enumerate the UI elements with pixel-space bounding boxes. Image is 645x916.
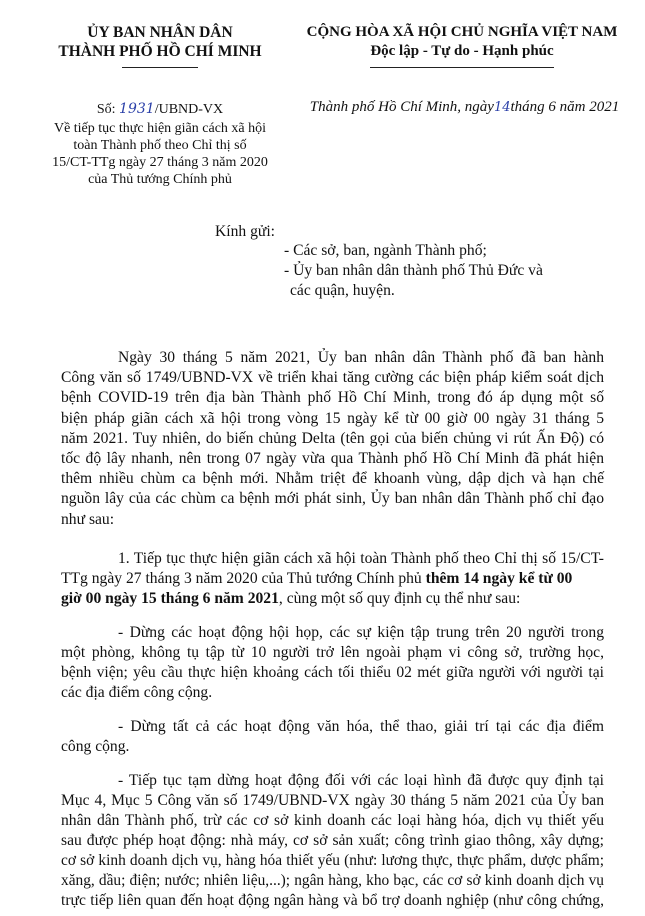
nation-motto-underline <box>370 67 554 68</box>
doc-number <box>40 101 280 118</box>
item1-line3-bold: giờ 00 ngày 15 tháng 6 năm 2021 <box>61 590 279 607</box>
bullet3-line: trực tiếp liên quan đến hoạt động ngân hàng và bổ trợ doanh nghiệp (như công chứng, <box>61 892 604 909</box>
bullet3-line: - Tiếp tục tạm dừng hoạt động đối với các loại hình đã được quy định tại <box>118 772 604 789</box>
intro-paragraph-line: như sau: <box>61 511 115 528</box>
subject-line: của Thủ tướng Chính phủ <box>88 172 232 187</box>
place-date-prefix: Thành phố Hồ Chí Minh, ngày <box>309 99 494 115</box>
bullet3-line: cơ sở kinh doanh dịch vụ, hàng hóa thiết yếu (như: lương thực, thực phẩm, dược phẩm; <box>61 852 604 869</box>
org-name-line1: ỦY BAN NHÂN DÂN <box>87 24 233 41</box>
subject-line: Về tiếp tục thực hiện giãn cách xã hội <box>53 121 267 136</box>
bullet3-line: xăng, dầu; điện; nước; nhiên liệu,...); ngân hàng, kho bạc, các cơ sở kinh doanh dịch vụ <box>61 872 604 889</box>
subject-line: 15/CT-TTg ngày 27 tháng 3 năm 2020 <box>52 155 268 170</box>
doc-number-suffix: /UBND-VX <box>154 102 224 117</box>
intro-paragraph-line: tốc độ lây nhanh, nên trong 07 ngày vừa qua Thành phố Hồ Chí Minh đã phát hiện <box>61 450 604 467</box>
nation-name: CỘNG HÒA XÃ HỘI CHỦ NGHĨA VIỆT NAM <box>306 24 618 40</box>
recipient-item: - Các sở, ban, ngành Thành phố; <box>284 242 487 259</box>
intro-paragraph-line: Ngày 30 tháng 5 năm 2021, Ủy ban nhân dân Thành phố đã ban hành <box>118 349 604 366</box>
place-date <box>292 99 637 116</box>
item1-line <box>61 570 572 588</box>
recipient-greeting: Kính gửi: <box>215 223 275 240</box>
nation-motto: Độc lập - Tự do - Hạnh phúc <box>370 43 554 59</box>
intro-paragraph-line: biện pháp giãn cách xã hội trong vòng 15 ngày kể từ 00 giờ 00 ngày 31 tháng 5 <box>61 410 604 427</box>
place-date-day-handwritten: 14 <box>493 100 511 115</box>
recipient-item: các quận, huyện. <box>290 282 395 299</box>
doc-number-handwritten: 1931 <box>119 101 155 117</box>
intro-paragraph-line: bệnh COVID-19 trên địa bàn Thành phố Hồ Chí Minh, trong đó áp dụng một số <box>61 389 604 406</box>
org-name-underline <box>122 67 198 68</box>
bullet3-line: nhân dân Thành phố, trừ các cơ sở kinh doanh các loại hàng hóa, dịch vụ thiết yếu <box>61 812 604 829</box>
item1-line: 1. Tiếp tục thực hiện giãn cách xã hội toàn Thành phố theo Chỉ thị số 15/CT- <box>118 550 604 567</box>
bullet1-line: - Dừng các hoạt động hội họp, các sự kiện tập trung trên 20 người trong <box>118 624 604 641</box>
bullet2-line: - Dừng tất cả các hoạt động văn hóa, thể thao, giải trí tại các địa điểm <box>118 718 604 735</box>
item1-line2-bold: thêm 14 ngày kể từ 00 <box>425 570 573 587</box>
item1-line3-regular: , cùng một số quy định cụ thể như sau: <box>278 590 521 607</box>
bullet1-line: một phòng, không tụ tập từ 10 người trở lên ngoài phạm vi công sở, trường học, <box>61 644 604 661</box>
bullet3-line: Mục 4, Mục 5 Công văn số 1749/UBND-VX ngày 30 tháng 5 năm 2021 của Ủy ban <box>61 792 604 809</box>
subject-line: toàn Thành phố theo Chỉ thị số <box>73 138 247 153</box>
intro-paragraph-line: nguồn lây của các chùm ca bệnh mới phát sinh, Ủy ban nhân dân Thành phố chỉ đạo <box>61 490 604 507</box>
intro-paragraph-line: Công văn số 1749/UBND-VX về triển khai tăng cường các biện pháp kiểm soát dịch <box>61 369 604 386</box>
place-date-suffix: tháng 6 năm 2021 <box>510 99 620 115</box>
bullet1-line: bệnh viện; yêu cầu thực hiện khoảng cách tối thiểu 02 mét giữa người với người tại <box>61 664 604 681</box>
intro-paragraph-line: năm 2021. Tuy nhiên, do biến chủng Delta (tên gọi của biến chủng vi rút Ấn Độ) có <box>61 430 604 447</box>
recipient-item: - Ủy ban nhân dân thành phố Thủ Đức và <box>284 262 543 279</box>
item1-line <box>61 590 520 608</box>
bullet3-line: sau được phép hoạt động: nhà máy, cơ sở sản xuất; công trình giao thông, xây dựng; <box>61 832 604 849</box>
bullet2-line: công cộng. <box>61 738 130 755</box>
doc-number-prefix: Số: <box>96 102 116 117</box>
org-name-line2: THÀNH PHỐ HỒ CHÍ MINH <box>58 43 262 60</box>
item1-line2-regular: TTg ngày 27 tháng 3 năm 2020 của Thủ tướng Chính phủ <box>61 570 426 587</box>
bullet1-line: các địa điểm công cộng. <box>61 684 213 701</box>
intro-paragraph-line: thêm nhiều chùm ca bệnh mới. Nhằm triệt để khoanh vùng, dập dịch và hạn chế <box>61 470 604 487</box>
